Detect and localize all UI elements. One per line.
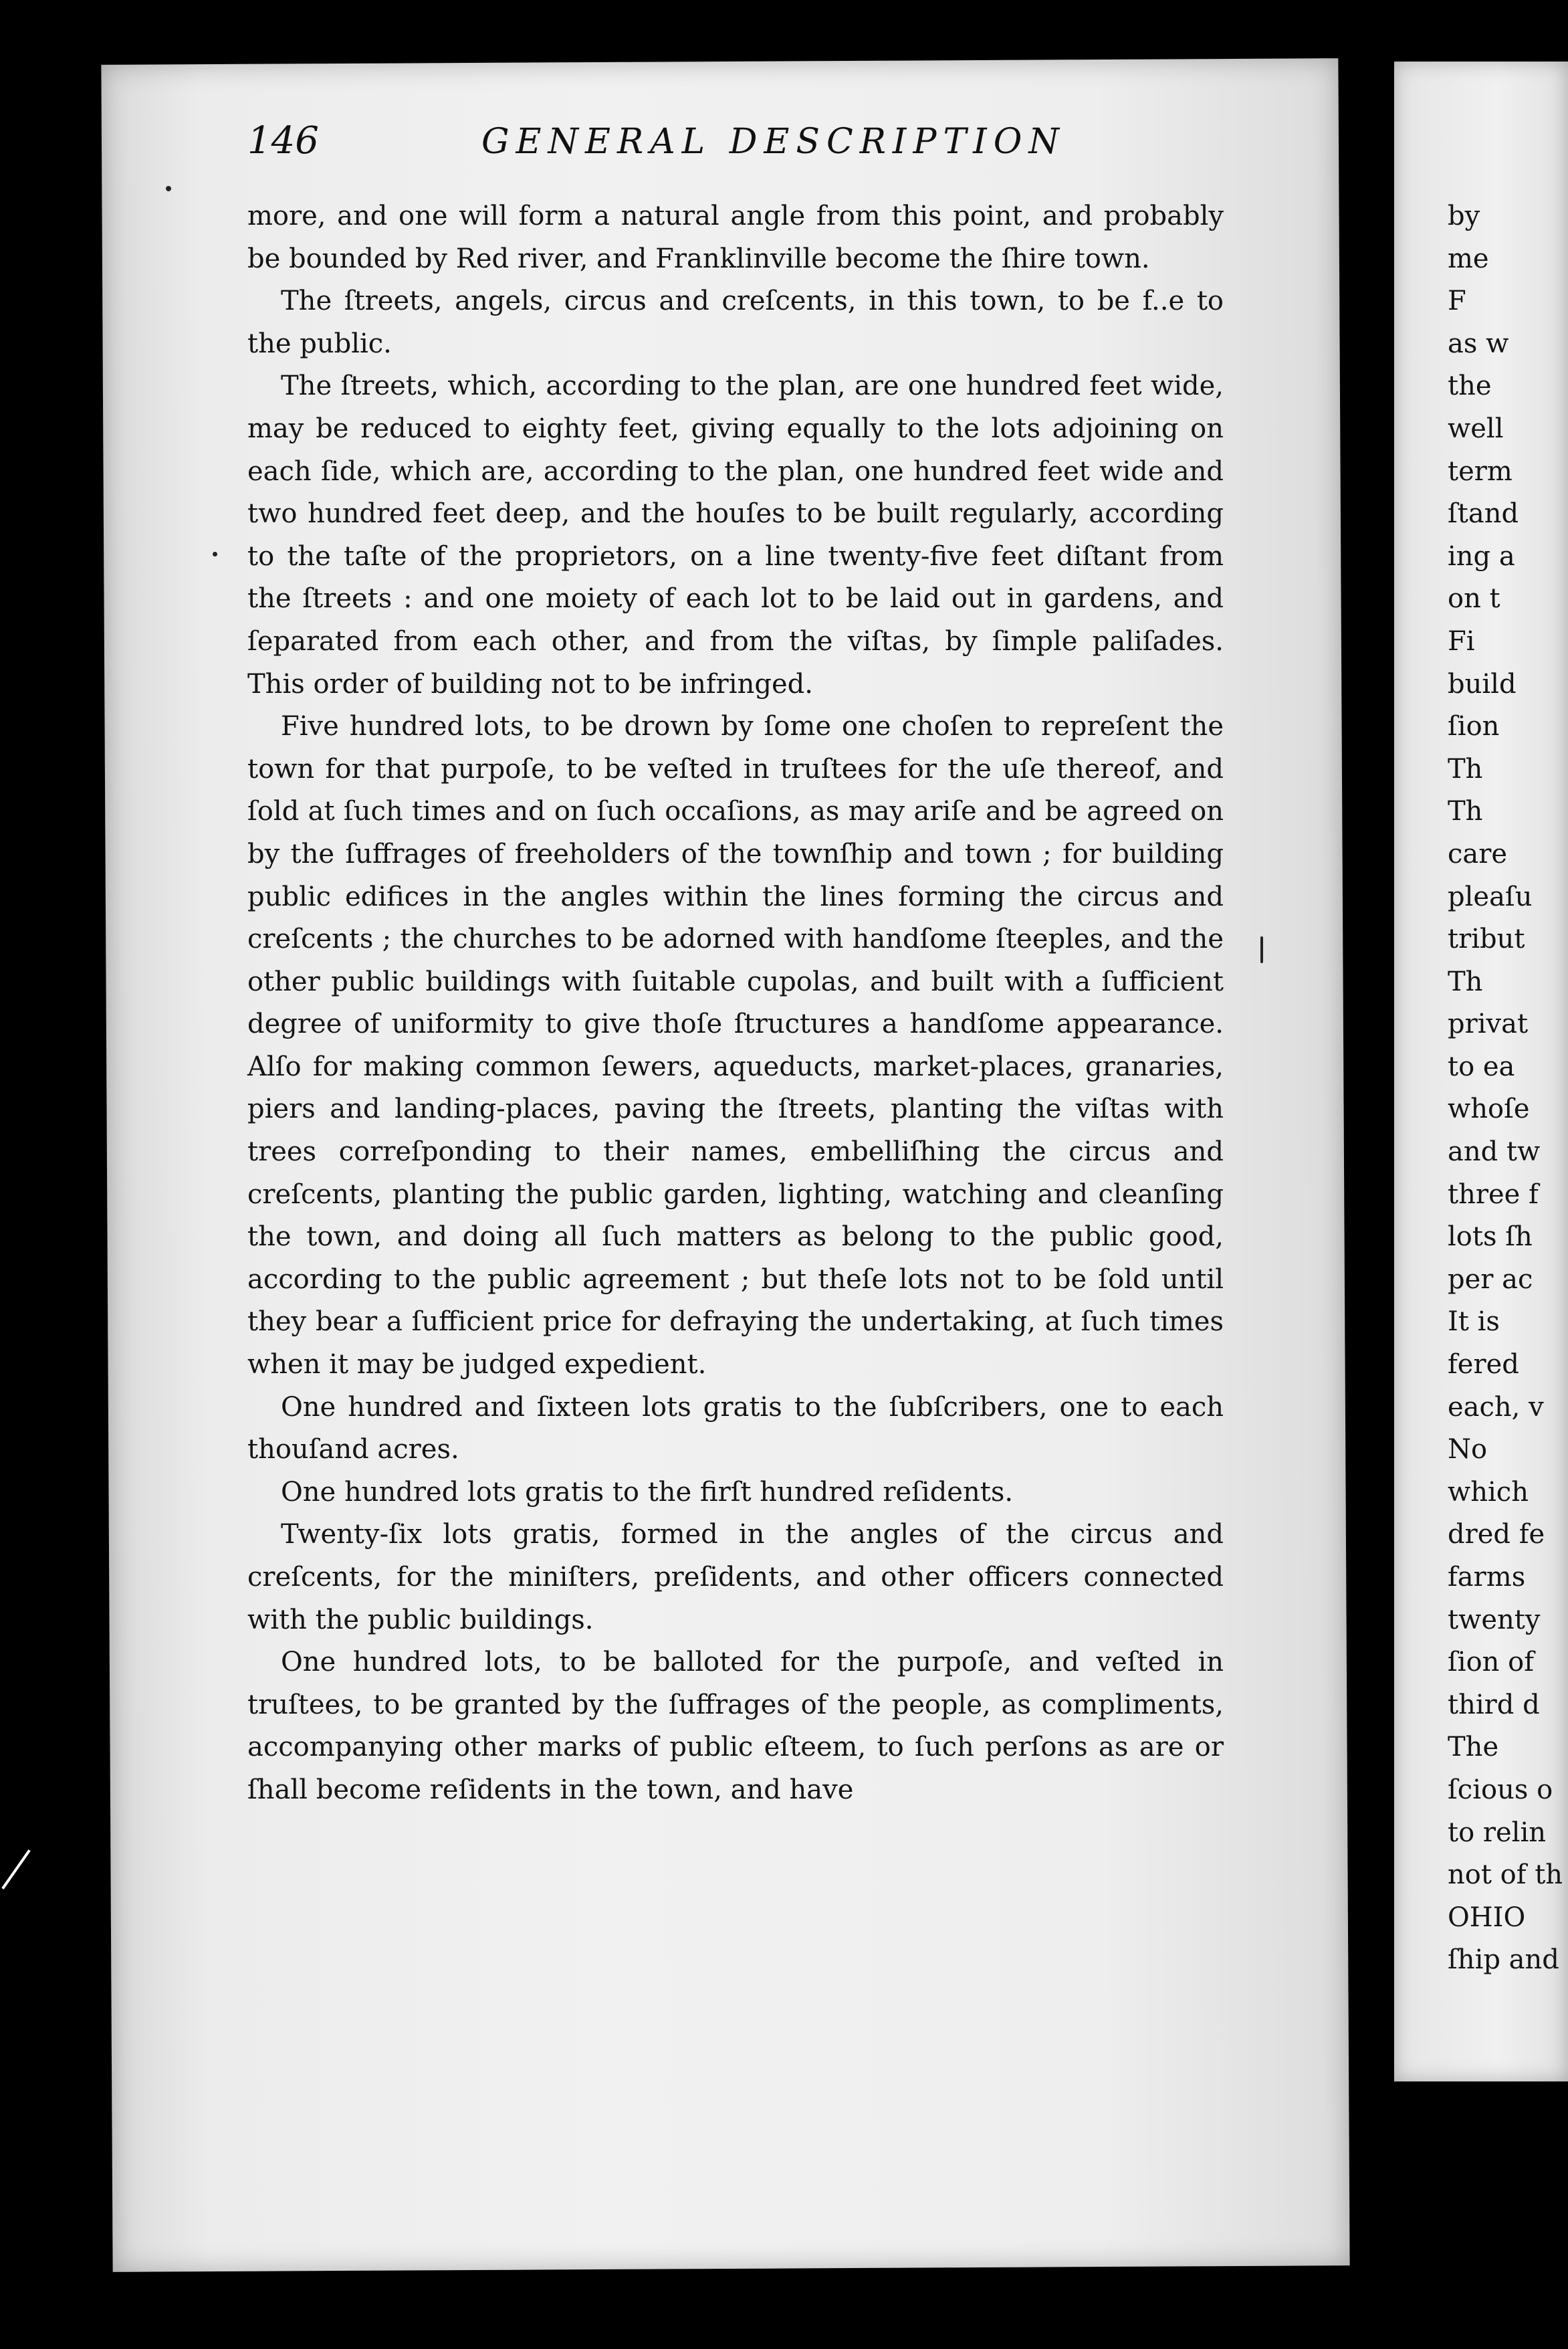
right-fragment: not of th: [1448, 1859, 1563, 1891]
right-fragment: lots ſh: [1448, 1221, 1533, 1253]
paragraph: One hundred and ſixteen lots gratis to the ſubſcribers, one to each thouſand acres.: [247, 1391, 1224, 1465]
right-fragment: by: [1448, 201, 1480, 231]
paragraph: One hundred lots, to be balloted for the purpoſe, and veſted in truſtees, to be granted by the ſuffrages of the people, as compliments, accompanying other marks of public eſteem, to ſuch perſons as are or ſhall become reſidents in the town, and have: [247, 1647, 1224, 1805]
right-fragment: three f: [1448, 1179, 1539, 1210]
right-fragment: tribut: [1448, 924, 1525, 955]
right-fragment: dred fe: [1448, 1519, 1545, 1550]
right-fragment: to ea: [1448, 1051, 1515, 1082]
right-fragment: well: [1448, 413, 1504, 444]
page-header: [247, 119, 1230, 179]
right-fragment: It is: [1448, 1306, 1500, 1338]
right-fragment: build: [1448, 668, 1517, 700]
right-fragment: Th: [1448, 796, 1483, 827]
right-fragment: me: [1448, 243, 1489, 274]
paragraph: Five hundred lots, to be drown by ſome one choſen to repreſent the town for that purpoſe, to be veſted in truſtees for the uſe thereof, and ſold at ſuch times and on ſuch occaſions, as may ariſe and be agreed on by the ſuffrages of freeholders of the townſhip and town ; for building public edifices in the angles within the lines forming the circus and creſcents ; the churches to be adorned with handſome ſteeples, and the other public buildings with ſuitable cupolas, and built with a ſufficient degree of uniformity to give thoſe ſtructures a handſome appearance. Alſo for making common ſewers, aqueducts, market-places, granaries, piers and landing-places, paving the ſtreets, planting the viſtas with trees correſponding to their names, embelliſhing the circus and creſcents, planting the public garden, lighting, watching and cleanſing the town, and doing all ſuch matters as belong to the public good, according to the public agreement ; but theſe lots not to be ſold until they bear a ſufficient price for defraying the undertaking, at ſuch times when it may be judged expedient.: [247, 711, 1224, 1381]
right-fragment: ſion: [1448, 711, 1500, 742]
right-fragment: No: [1448, 1434, 1488, 1465]
right-fragment: privat: [1448, 1009, 1529, 1040]
body-text: [247, 195, 1224, 1812]
right-fragment: fered: [1448, 1349, 1519, 1381]
right-fragment: and tw: [1448, 1136, 1541, 1168]
right-fragment: ſion of: [1448, 1647, 1535, 1678]
right-fragment: per ac: [1448, 1263, 1533, 1295]
right-fragment: F: [1448, 286, 1466, 317]
running-head: GENERAL DESCRIPTION: [481, 122, 1066, 162]
ink-speck: [166, 186, 171, 191]
right-fragment: term: [1448, 455, 1513, 487]
paragraph: Twenty-ſix lots gratis, formed in the angles of the circus and creſcents, for the miniſters, preſidents, and other officers connected with the public buildings.: [247, 1519, 1224, 1635]
right-fragment: ing a: [1448, 540, 1515, 572]
right-fragment: which: [1448, 1476, 1529, 1508]
scan-mark: [1, 1849, 30, 1890]
right-fragment: pleaſu: [1448, 881, 1533, 912]
right-page-text: [1448, 195, 1563, 1982]
right-fragment: ſcious o: [1448, 1774, 1553, 1805]
ink-speck: [1260, 936, 1263, 963]
right-fragment: the: [1448, 371, 1492, 402]
right-fragment: OHIO: [1448, 1902, 1526, 1933]
ink-speck: [213, 552, 217, 556]
right-fragment: Th: [1448, 966, 1483, 997]
right-fragment: ſtand: [1448, 498, 1519, 530]
paragraph: more, and one will form a natural angle from this point, and probably be bounded by Red river, and Franklinville become the ſhire town.: [247, 201, 1224, 274]
paragraph: The ſtreets, angels, circus and creſcents, in this town, to be f..e to the public.: [247, 286, 1224, 359]
right-fragment: Fi: [1448, 625, 1475, 657]
right-fragment: farms: [1448, 1562, 1526, 1593]
right-fragment: each, v: [1448, 1391, 1544, 1423]
right-fragment: whoſe: [1448, 1094, 1530, 1125]
right-fragment: to relin: [1448, 1817, 1547, 1848]
right-fragment: Th: [1448, 753, 1483, 785]
right-fragment: twenty: [1448, 1604, 1541, 1635]
paragraph: One hundred lots gratis to the firſt hundred reſidents.: [281, 1476, 1014, 1508]
right-fragment: The: [1448, 1732, 1499, 1763]
paragraph: The ſtreets, which, according to the plan, are one hundred feet wide, may be reduced to eighty feet, giving equally to the lots adjoining on each ſide, which are, according to the plan, one hundred feet wide and two hundred feet deep, and the houſes to be built regularly, according to the taſte of the proprietors, on a line twenty-five feet diſtant from the ſtreets : and one moiety of each lot to be laid out in gardens, and ſeparated from each other, and from the viſtas, by ſimple paliſades. This order of building not to be infringed.: [247, 371, 1224, 700]
right-fragment: third d: [1448, 1689, 1540, 1720]
page-number: 146: [247, 119, 319, 163]
right-fragment: care: [1448, 838, 1508, 870]
right-fragment: ſhip and: [1448, 1944, 1559, 1976]
right-fragment: on t: [1448, 583, 1500, 615]
right-fragment: as w: [1448, 328, 1509, 359]
